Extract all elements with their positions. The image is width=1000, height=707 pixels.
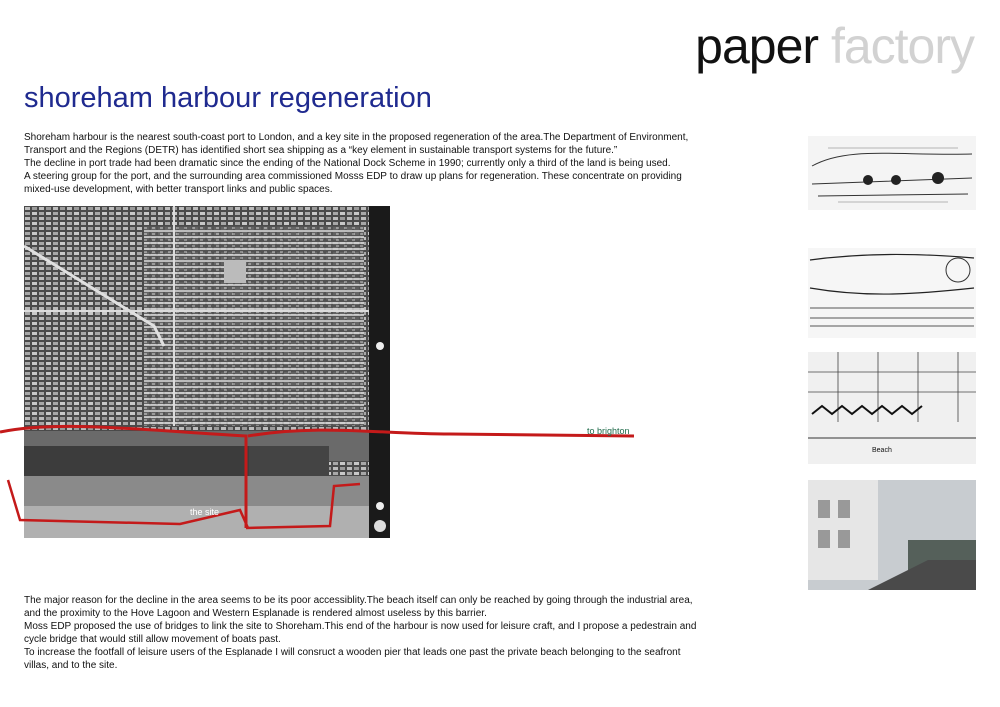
intro-paragraph [24,131,704,196]
intro-line-1: Shoreham harbour is the nearest south-coast port to London, and a key site in the proposed regeneration of the area.The Department of Environment, Transport and the Regions (DETR) has identified short sea shipping as a “key element in sustainable transport systems for the future.” [24,132,689,156]
aerial-photo-graphic [24,206,390,538]
body-line-2: Moss EDP proposed the use of bridges to link the site to Shoreham.This end of the harbour is now used for leisure craft, and I propose a pedestrain and cycle bridge that would still allow movement of boats past. [24,621,697,645]
page-title: shoreham harbour regeneration [24,82,432,114]
street-map-drawing [808,352,976,464]
brand-logo [695,16,974,76]
brand-word-paper: paper [695,18,819,74]
esplanade-photo [808,480,976,590]
thumbnail-street-map [808,352,976,464]
thumbnail-photo-esplanade [808,480,976,590]
label-to-brighton: to brighton [587,426,630,436]
body-paragraph [24,594,704,672]
masterplan-drawing [808,248,976,338]
site-plan-drawing [808,136,976,210]
label-the-site: the site [190,507,220,517]
thumbnail-masterplan [808,248,976,338]
aerial-photo [24,206,390,538]
brand-word-factory: factory [830,18,974,74]
body-line-1: The major reason for the decline in the area seems to be its poor accessiblity.The beach itself can only be reached by going through the industrial area, and the proximity to the Hove Lagoon and Western Esplanade is rendered almost useless by this barrier. [24,595,693,619]
label-beach: Beach [872,447,892,454]
intro-line-2: The decline in port trade had been dramatic since the ending of the National Dock Scheme in 1990; currently only a third of the land is being used. [24,158,671,169]
thumbnail-site-plan [808,136,976,210]
intro-line-3: A steering group for the port, and the surrounding area commissioned Mosss EDP to draw up plans for regeneration. These concentrate on providing mixed-use development, with better transport links and public spaces. [24,171,682,195]
body-line-3: To increase the footfall of leisure users of the Esplanade I will consruct a wooden pier that leads one past the private beach belonging to the seafront villas, and to the site. [24,647,681,671]
